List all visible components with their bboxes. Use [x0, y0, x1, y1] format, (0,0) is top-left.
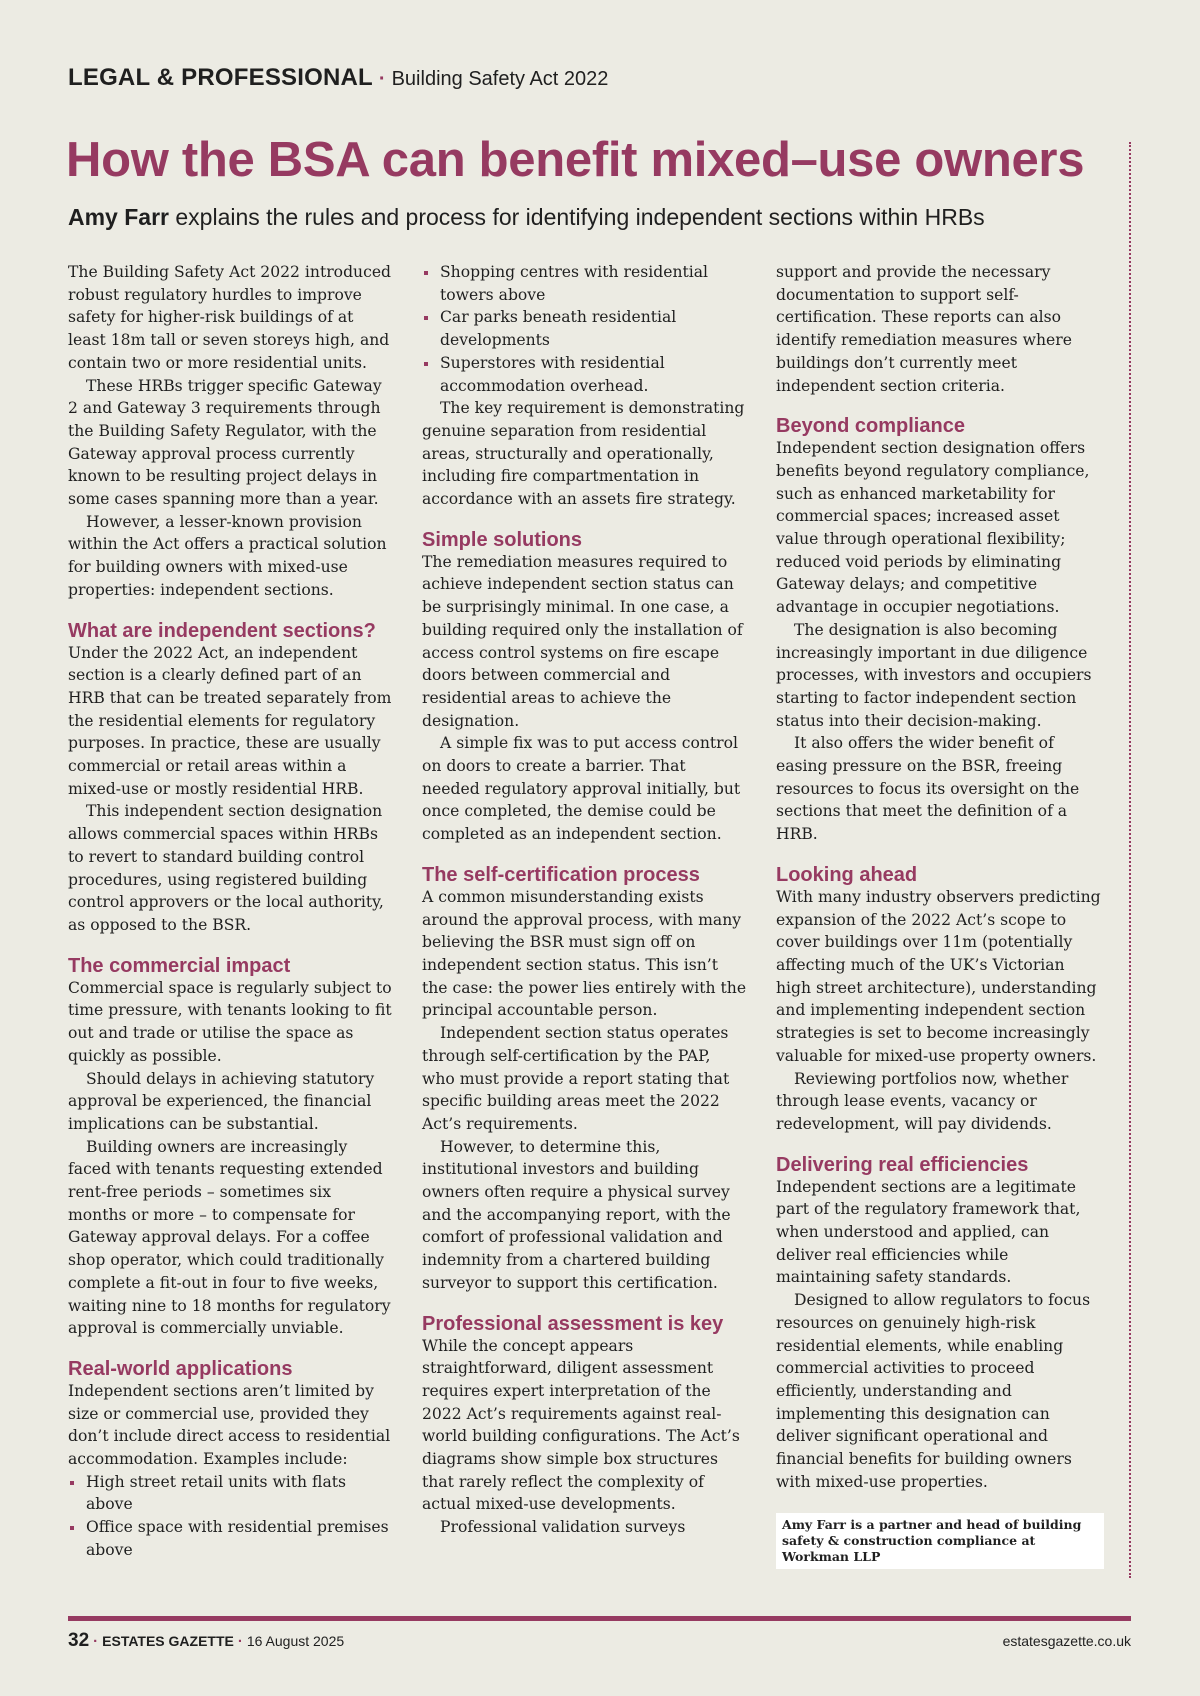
body-paragraph: Professional validation surveys — [440, 1518, 686, 1537]
article-headline: How the BSA can benefit mixed–use owners — [66, 133, 1085, 187]
body-paragraph: A common misunderstanding exists around the approval process, with many believing the BSR must sign off on independent section status. This isn’t the case: the power lies entirely with the principal accountable person. — [422, 887, 747, 1020]
footer-separator: · — [93, 1633, 99, 1650]
subheading: Real-world applications — [68, 1357, 293, 1380]
body-paragraph: A simple fix was to put access control on doors to create a barrier. That needed regulatory approval initially, but once completed, the demise could be completed as an independent section. — [422, 734, 741, 844]
body-paragraph: With many industry observers predicting expansion of the 2022 Act’s scope to cover buildings over 11m (potentially affecting much of the UK’s Victorian high street architecture), understanding and implementing independent section strategies is set to become increasingly valuable for mixed-use property owners. — [776, 887, 1101, 1065]
body-paragraph: The designation is also becoming increasingly important in due diligence processes, with investors and occupiers starting to factor independent section status into their decision-making. — [776, 620, 1092, 730]
author-name: Amy Farr — [68, 204, 169, 230]
body-paragraph: Reviewing portfolios now, whether through lease events, vacancy or redevelopment, will pay dividends. — [776, 1069, 1069, 1133]
list-item: Car parks beneath residential developments — [422, 306, 747, 351]
body-paragraph: It also offers the wider benefit of easing pressure on the BSR, freeing resources to focus its oversight on the sections that meet the definition of a HRB. — [776, 734, 1080, 844]
subheading: Beyond compliance — [776, 415, 965, 438]
subheading: Simple solutions — [422, 528, 583, 551]
body-paragraph: Independent section status operates through self-certification by the PAP, who must provide a report stating that specific building areas meet the 2022 Act’s requirements. — [422, 1024, 730, 1133]
body-paragraph: While the concept appears straightforward, diligent assessment requires expert interpretation of the 2022 Act’s requirements against real-world building configurations. The Act’s diagrams show simple box structures that rarely reflect the complexity of actual mixed-use developments. — [422, 1336, 740, 1514]
list-item: High street retail units with flats above — [68, 1471, 393, 1516]
subheading: Professional assessment is key — [422, 1312, 724, 1335]
body-paragraph: Designed to allow regulators to focus resources on genuinely high-risk residential elements, while enabling commercial activities to proceed efficiently, understanding and implementing this designation can deliver significant operational and financial benefits for building owners with mixed-use properties. — [776, 1291, 1091, 1491]
body-paragraph: Under the 2022 Act, an independent section is a clearly defined part of an HRB that can be treated separately from the residential elements for regulatory purposes. In practice, these are usually commercial or retail areas within a mixed-use or mostly residential HRB. — [68, 643, 392, 798]
body-paragraph: However, to determine this, institutional investors and building owners often require a physical survey and the accompanying report, with the comfort of professional validation and indemnity from a chartered building surveyor to support this certification. — [422, 1137, 731, 1292]
subheading: Looking ahead — [776, 863, 918, 886]
list-item: Office space with residential premises above — [68, 1516, 393, 1561]
article-column-2 — [422, 261, 747, 1539]
body-paragraph: support and provide the necessary documentation to support self-certification. These reports can also identify remediation measures where buildings don’t currently meet independent section criteria. — [776, 263, 1072, 395]
kicker-separator: · — [378, 68, 386, 90]
website-link[interactable]: estatesgazette.co.uk — [1002, 1633, 1131, 1649]
subheading: The commercial impact — [68, 954, 291, 977]
standfirst — [68, 204, 985, 231]
examples-list-continued — [422, 261, 747, 397]
footer-separator: · — [237, 1633, 243, 1650]
footer-rule — [68, 1616, 1131, 1621]
dotted-column-rule — [1129, 142, 1131, 1578]
body-paragraph: Should delays in achieving statutory approval be experienced, the financial implications can be substantial. — [68, 1069, 375, 1133]
list-item: Shopping centres with residential towers above — [422, 261, 747, 306]
body-paragraph: The key requirement is demonstrating genuine separation from residential areas, structurally and operationally, including fire compartmentation in accordance with an assets fire strategy. — [422, 399, 745, 509]
section-kicker — [68, 64, 608, 92]
body-paragraph: Independent sections aren’t limited by size or commercial use, provided they don’t include direct access to residential accommodation. Examples include: — [68, 1381, 391, 1469]
subheading: Delivering real efficiencies — [776, 1153, 1029, 1176]
examples-list — [68, 1471, 393, 1562]
list-item: Superstores with residential accommodation overhead. — [422, 352, 747, 397]
body-paragraph: Independent section designation offers benefits beyond regulatory compliance, such as enhanced marketability for commercial spaces; increased asset value through operational flexibility; reduced void periods by eliminating Gateway delays; and competitive advantage in occupier negotiations. — [776, 439, 1090, 617]
body-paragraph: Commercial space is regularly subject to time pressure, with tenants looking to fit out and trade or utilise the space as quickly as possible. — [68, 978, 392, 1065]
article-column-1 — [68, 261, 393, 1562]
body-paragraph: Independent sections are a legitimate part of the regulatory framework that, when understood and applied, can deliver real efficiencies while maintaining safety standards. — [776, 1177, 1081, 1287]
section-label: LEGAL & PROFESSIONAL — [68, 64, 373, 91]
footer-left — [68, 1630, 344, 1652]
article-column-3 — [776, 261, 1104, 1569]
body-paragraph: These HRBs trigger specific Gateway 2 and Gateway 3 requirements through the Building Safety Regulator, with the Gateway approval process currently known to be resulting project delays in some cases spanning more than a year. — [68, 376, 382, 509]
body-paragraph: Building owners are increasingly faced with tenants requesting extended rent-free periods – sometimes six months or more – to compensate for Gateway approval delays. For a coffee shop operator, which could traditionally complete a fit-out in four to five weeks, waiting nine to 18 months for regulatory approval is commercially unviable. — [68, 1137, 391, 1338]
body-paragraph: However, a lesser-known provision within the Act offers a practical solution for building owners with mixed-use properties: independent sections. — [68, 512, 387, 599]
topic-label: Building Safety Act 2022 — [391, 68, 609, 90]
author-bio-box: Amy Farr is a partner and head of building safety & construction compliance at Workman LLP — [776, 1513, 1104, 1569]
body-paragraph: This independent section designation allows commercial spaces within HRBs to revert to standard building control procedures, using registered building control approvers or the local authority, as opposed to the BSR. — [68, 802, 384, 934]
body-paragraph: The Building Safety Act 2022 introduced robust regulatory hurdles to improve safety for higher-risk buildings of at least 18m tall or seven storeys high, and contain two or more residential units. — [68, 263, 392, 372]
page-number: 32 — [68, 1630, 90, 1651]
issue-date: 16 August 2025 — [246, 1633, 345, 1649]
publication-name: ESTATES GAZETTE — [102, 1633, 234, 1649]
body-paragraph: The remediation measures required to achieve independent section status can be surprisingly minimal. In one case, a building required only the installation of access control systems on fire escape doors between commercial and residential areas to achieve the designation. — [422, 552, 743, 730]
subheading: The self-certification process — [422, 863, 700, 886]
standfirst-text: explains the rules and process for identifying independent sections within HRBs — [175, 204, 985, 230]
subheading: What are independent sections? — [68, 619, 376, 642]
